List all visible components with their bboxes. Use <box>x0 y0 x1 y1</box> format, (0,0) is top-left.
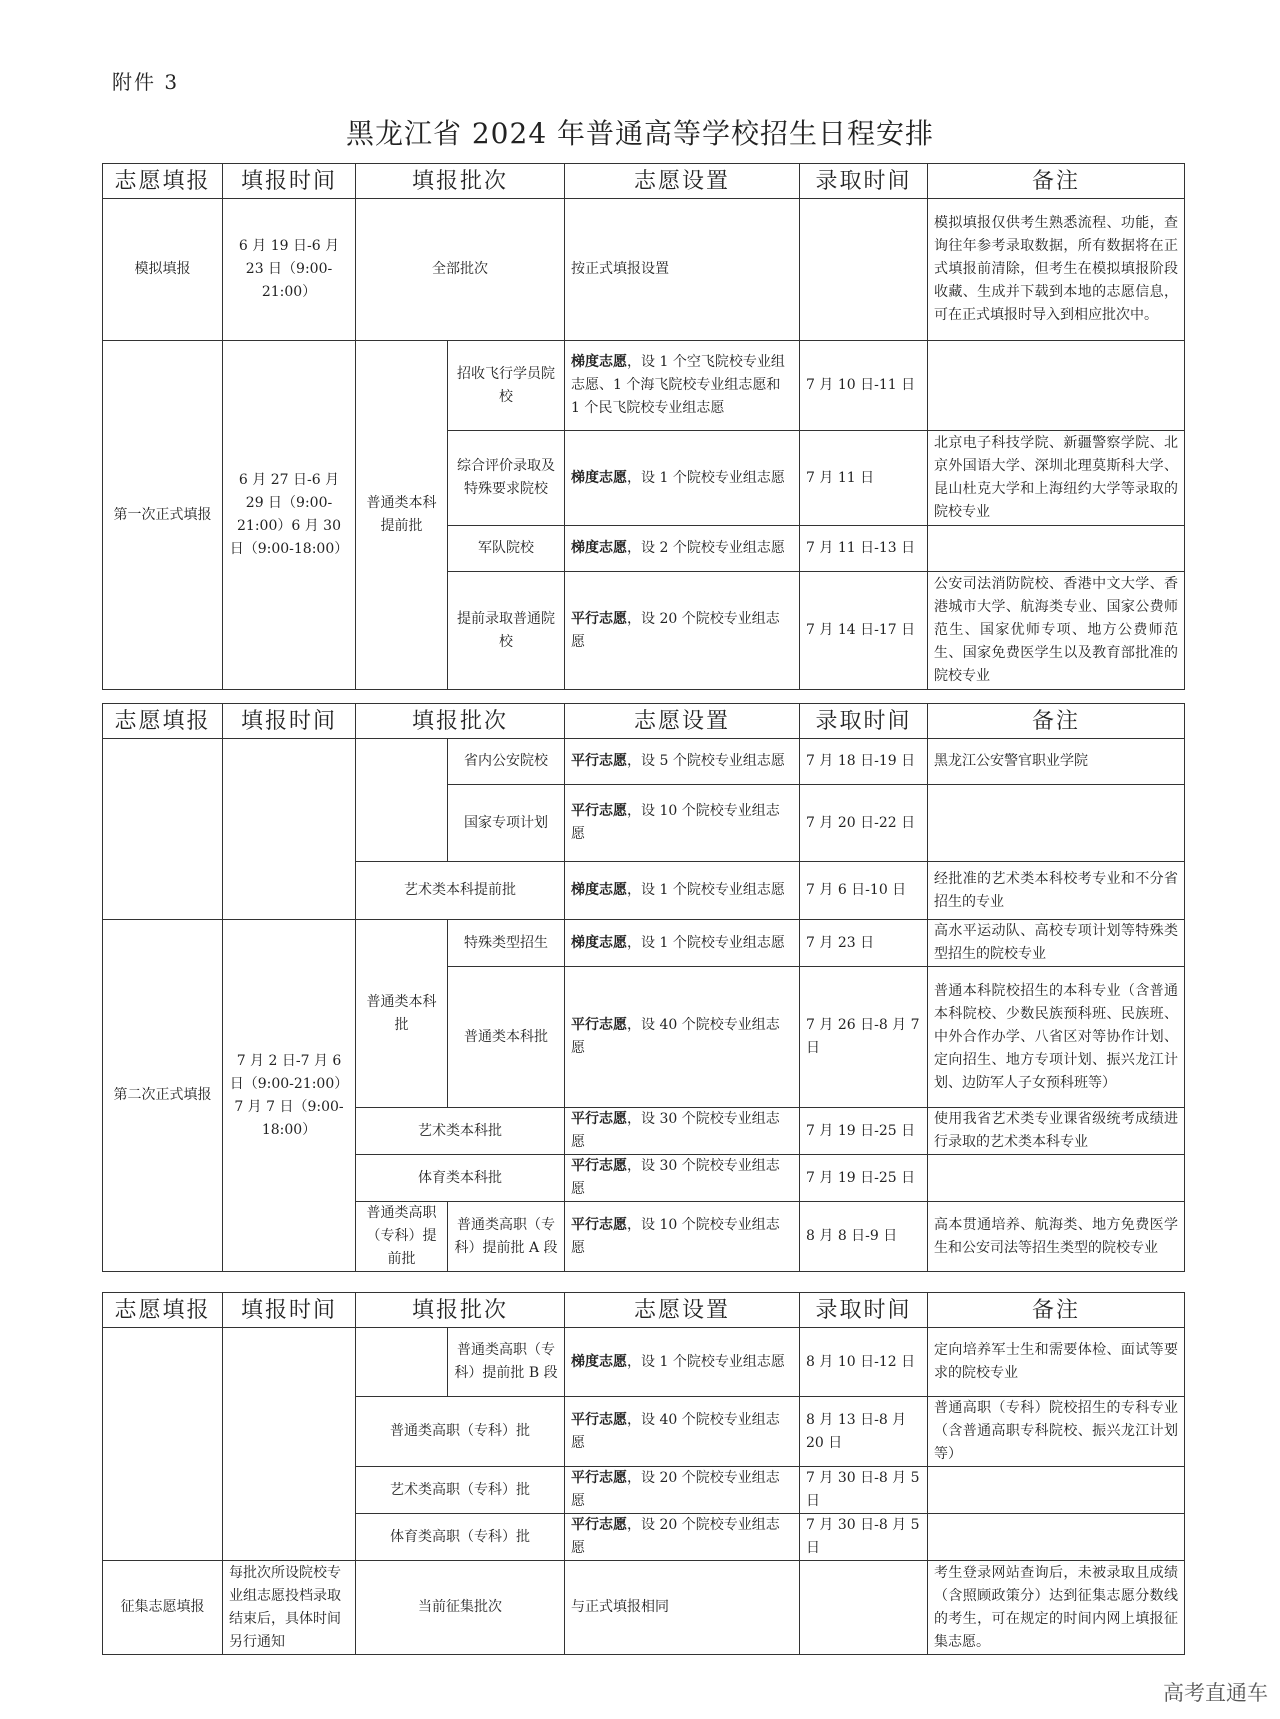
admission-cell: 8 月 13 日-8 月 20 日 <box>800 1397 928 1467</box>
setting-cell: 与正式填报相同 <box>565 1561 800 1655</box>
admission-cell: 7 月 23 日 <box>800 920 928 967</box>
sub-batch-cell: 特殊类型招生 <box>448 920 565 967</box>
batch-cell: 当前征集批次 <box>356 1561 565 1655</box>
note-cell: 使用我省艺术类专业课省级统考成绩进行录取的艺术类本科专业 <box>928 1108 1185 1155</box>
header-batch: 填报批次 <box>356 704 565 739</box>
stage-cell: 征集志愿填报 <box>103 1561 223 1655</box>
setting-cell: 平行志愿，设 20 个院校专业组志愿 <box>565 1467 800 1514</box>
admission-cell: 7 月 19 日-25 日 <box>800 1155 928 1202</box>
header-setting: 志愿设置 <box>565 704 800 739</box>
sub-batch-cell: 招收飞行学员院校 <box>448 341 565 431</box>
sub-batch-cell: 普通类高职（专科）提前批 A 段 <box>448 1202 565 1272</box>
setting-cell: 梯度志愿，设 1 个空飞院校专业组志愿、1 个海飞院校专业组志愿和 1 个民飞院校专业组志愿 <box>565 341 800 431</box>
header-stage: 志愿填报 <box>103 164 223 199</box>
note-cell <box>928 1155 1185 1202</box>
setting-cell: 平行志愿，设 30 个院校专业组志愿 <box>565 1108 800 1155</box>
header-setting: 志愿设置 <box>565 1293 800 1328</box>
setting-cell: 平行志愿，设 40 个院校专业组志愿 <box>565 1397 800 1467</box>
note-cell <box>928 341 1185 431</box>
stage-cell <box>103 1328 223 1561</box>
note-cell: 普通本科院校招生的本科专业（含普通本科院校、少数民族预科班、民族班、中外合作办学、八省区对等协作计划、定向招生、地方专项计划、振兴龙江计划、边防军人子女预科班等） <box>928 967 1185 1108</box>
batch-cell: 艺术类本科提前批 <box>356 862 565 920</box>
time-cell: 7 月 2 日-7 月 6 日（9:00-21:00）7 月 7 日（9:00-18:00） <box>223 920 356 1272</box>
header-time: 填报时间 <box>223 1293 356 1328</box>
admission-cell: 7 月 20 日-22 日 <box>800 785 928 862</box>
time-cell: 6 月 19 日-6 月 23 日（9:00-21:00） <box>223 199 356 341</box>
admission-cell: 7 月 18 日-19 日 <box>800 739 928 785</box>
sub-batch-cell: 提前录取普通院校 <box>448 572 565 690</box>
note-cell: 黑龙江公安警官职业学院 <box>928 739 1185 785</box>
note-cell: 公安司法消防院校、香港中文大学、香港城市大学、航海类专业、国家公费师范生、国家优师专项、地方公费师范生、国家免费医学生以及教育部批准的院校专业 <box>928 572 1185 690</box>
header-time: 填报时间 <box>223 164 356 199</box>
note-cell: 考生登录网站查询后，未被录取且成绩（含照顾政策分）达到征集志愿分数线的考生，可在规定的时间内网上填报征集志愿。 <box>928 1561 1185 1655</box>
table-row <box>103 920 1185 967</box>
stage-cell: 第二次正式填报 <box>103 920 223 1272</box>
batch-cell: 体育类高职（专科）批 <box>356 1514 565 1561</box>
setting-cell: 平行志愿，设 10 个院校专业组志愿 <box>565 785 800 862</box>
admission-cell: 7 月 11 日-13 日 <box>800 526 928 572</box>
header-time: 填报时间 <box>223 704 356 739</box>
table-row <box>103 739 1185 785</box>
setting-cell: 平行志愿，设 5 个院校专业组志愿 <box>565 739 800 785</box>
table-header-row <box>103 1293 1185 1328</box>
note-cell: 北京电子科技学院、新疆警察学院、北京外国语大学、深圳北理莫斯科大学、昆山杜克大学和上海纽约大学等录取的院校专业 <box>928 431 1185 526</box>
batch-cell: 艺术类高职（专科）批 <box>356 1467 565 1514</box>
note-cell: 模拟填报仅供考生熟悉流程、功能，查询往年参考录取数据，所有数据将在正式填报前清除，但考生在模拟填报阶段收藏、生成并下载到本地的志愿信息，可在正式填报时导入到相应批次中。 <box>928 199 1185 341</box>
header-admission: 录取时间 <box>800 1293 928 1328</box>
admission-cell: 8 月 8 日-9 日 <box>800 1202 928 1272</box>
table-row <box>103 1328 1185 1397</box>
setting-cell: 按正式填报设置 <box>565 199 800 341</box>
page-title: 黑龙江省 2024 年普通高等学校招生日程安排 <box>345 117 935 150</box>
admission-cell: 7 月 19 日-25 日 <box>800 1108 928 1155</box>
admission-cell <box>800 1561 928 1655</box>
admission-cell: 7 月 26 日-8 月 7 日 <box>800 967 928 1108</box>
note-cell <box>928 785 1185 862</box>
batch-cell: 体育类本科批 <box>356 1155 565 1202</box>
stage-cell: 模拟填报 <box>103 199 223 341</box>
admission-cell: 8 月 10 日-12 日 <box>800 1328 928 1397</box>
table-header-row <box>103 704 1185 739</box>
header-admission: 录取时间 <box>800 704 928 739</box>
note-cell: 定向培养军士生和需要体检、面试等要求的院校专业 <box>928 1328 1185 1397</box>
admission-cell: 7 月 10 日-11 日 <box>800 341 928 431</box>
admission-cell: 7 月 14 日-17 日 <box>800 572 928 690</box>
note-cell: 高本贯通培养、航海类、地方免费医学生和公安司法等招生类型的院校专业 <box>928 1202 1185 1272</box>
time-cell <box>223 739 356 920</box>
sub-batch-cell: 国家专项计划 <box>448 785 565 862</box>
batch-cell: 艺术类本科批 <box>356 1108 565 1155</box>
table-header-row <box>103 164 1185 199</box>
note-cell <box>928 526 1185 572</box>
batch-cell: 普通类高职（专科）批 <box>356 1397 565 1467</box>
table-row <box>103 341 1185 431</box>
setting-cell: 平行志愿，设 30 个院校专业组志愿 <box>565 1155 800 1202</box>
setting-cell: 梯度志愿，设 1 个院校专业组志愿 <box>565 1328 800 1397</box>
admission-cell: 7 月 30 日-8 月 5 日 <box>800 1514 928 1561</box>
sub-batch-cell: 省内公安院校 <box>448 739 565 785</box>
batch-group-cell <box>356 739 448 862</box>
stage-cell <box>103 739 223 920</box>
attachment-label: 附件 3 <box>112 70 180 94</box>
header-batch: 填报批次 <box>356 164 565 199</box>
table-row <box>103 1561 1185 1655</box>
batch-group-cell: 普通类高职（专科）提前批 <box>356 1202 448 1272</box>
setting-cell: 平行志愿，设 40 个院校专业组志愿 <box>565 967 800 1108</box>
note-cell: 普通高职（专科）院校招生的专科专业（含普通高职专科院校、振兴龙江计划等） <box>928 1397 1185 1467</box>
setting-cell: 平行志愿，设 20 个院校专业组志愿 <box>565 572 800 690</box>
sub-batch-cell: 军队院校 <box>448 526 565 572</box>
setting-cell: 梯度志愿，设 1 个院校专业组志愿 <box>565 431 800 526</box>
setting-cell: 平行志愿，设 10 个院校专业组志愿 <box>565 1202 800 1272</box>
note-cell: 经批准的艺术类本科校考专业和不分省招生的专业 <box>928 862 1185 920</box>
header-note: 备注 <box>928 704 1185 739</box>
setting-cell: 梯度志愿，设 2 个院校专业组志愿 <box>565 526 800 572</box>
header-note: 备注 <box>928 164 1185 199</box>
setting-cell: 平行志愿，设 20 个院校专业组志愿 <box>565 1514 800 1561</box>
header-stage: 志愿填报 <box>103 1293 223 1328</box>
note-cell <box>928 1467 1185 1514</box>
note-cell: 高水平运动队、高校专项计划等特殊类型招生的院校专业 <box>928 920 1185 967</box>
header-batch: 填报批次 <box>356 1293 565 1328</box>
time-cell: 6 月 27 日-6 月 29 日（9:00-21:00）6 月 30 日（9:00-18:00） <box>223 341 356 690</box>
time-cell: 每批次所设院校专业组志愿投档录取结束后，具体时间另行通知 <box>223 1561 356 1655</box>
header-note: 备注 <box>928 1293 1185 1328</box>
schedule-table-part-3 <box>102 1292 1184 1655</box>
admission-cell: 7 月 30 日-8 月 5 日 <box>800 1467 928 1514</box>
batch-group-cell <box>356 1328 448 1397</box>
batch-group-cell: 普通类本科批 <box>356 920 448 1108</box>
header-setting: 志愿设置 <box>565 164 800 199</box>
table-row <box>103 199 1185 341</box>
admission-cell <box>800 199 928 341</box>
time-cell <box>223 1328 356 1561</box>
sub-batch-cell: 普通类本科批 <box>448 967 565 1108</box>
setting-cell: 梯度志愿，设 1 个院校专业组志愿 <box>565 862 800 920</box>
header-stage: 志愿填报 <box>103 704 223 739</box>
admission-cell: 7 月 11 日 <box>800 431 928 526</box>
sub-batch-cell: 综合评价录取及特殊要求院校 <box>448 431 565 526</box>
stage-cell: 第一次正式填报 <box>103 341 223 690</box>
schedule-table-part-2 <box>102 703 1184 1272</box>
sub-batch-cell: 普通类高职（专科）提前批 B 段 <box>448 1328 565 1397</box>
watermark-text: 高考直通车 <box>1163 1681 1268 1705</box>
batch-group-cell: 普通类本科提前批 <box>356 341 448 690</box>
batch-cell: 全部批次 <box>356 199 565 341</box>
header-admission: 录取时间 <box>800 164 928 199</box>
schedule-table-part-1 <box>102 163 1184 690</box>
admission-cell: 7 月 6 日-10 日 <box>800 862 928 920</box>
note-cell <box>928 1514 1185 1561</box>
setting-cell: 梯度志愿，设 1 个院校专业组志愿 <box>565 920 800 967</box>
